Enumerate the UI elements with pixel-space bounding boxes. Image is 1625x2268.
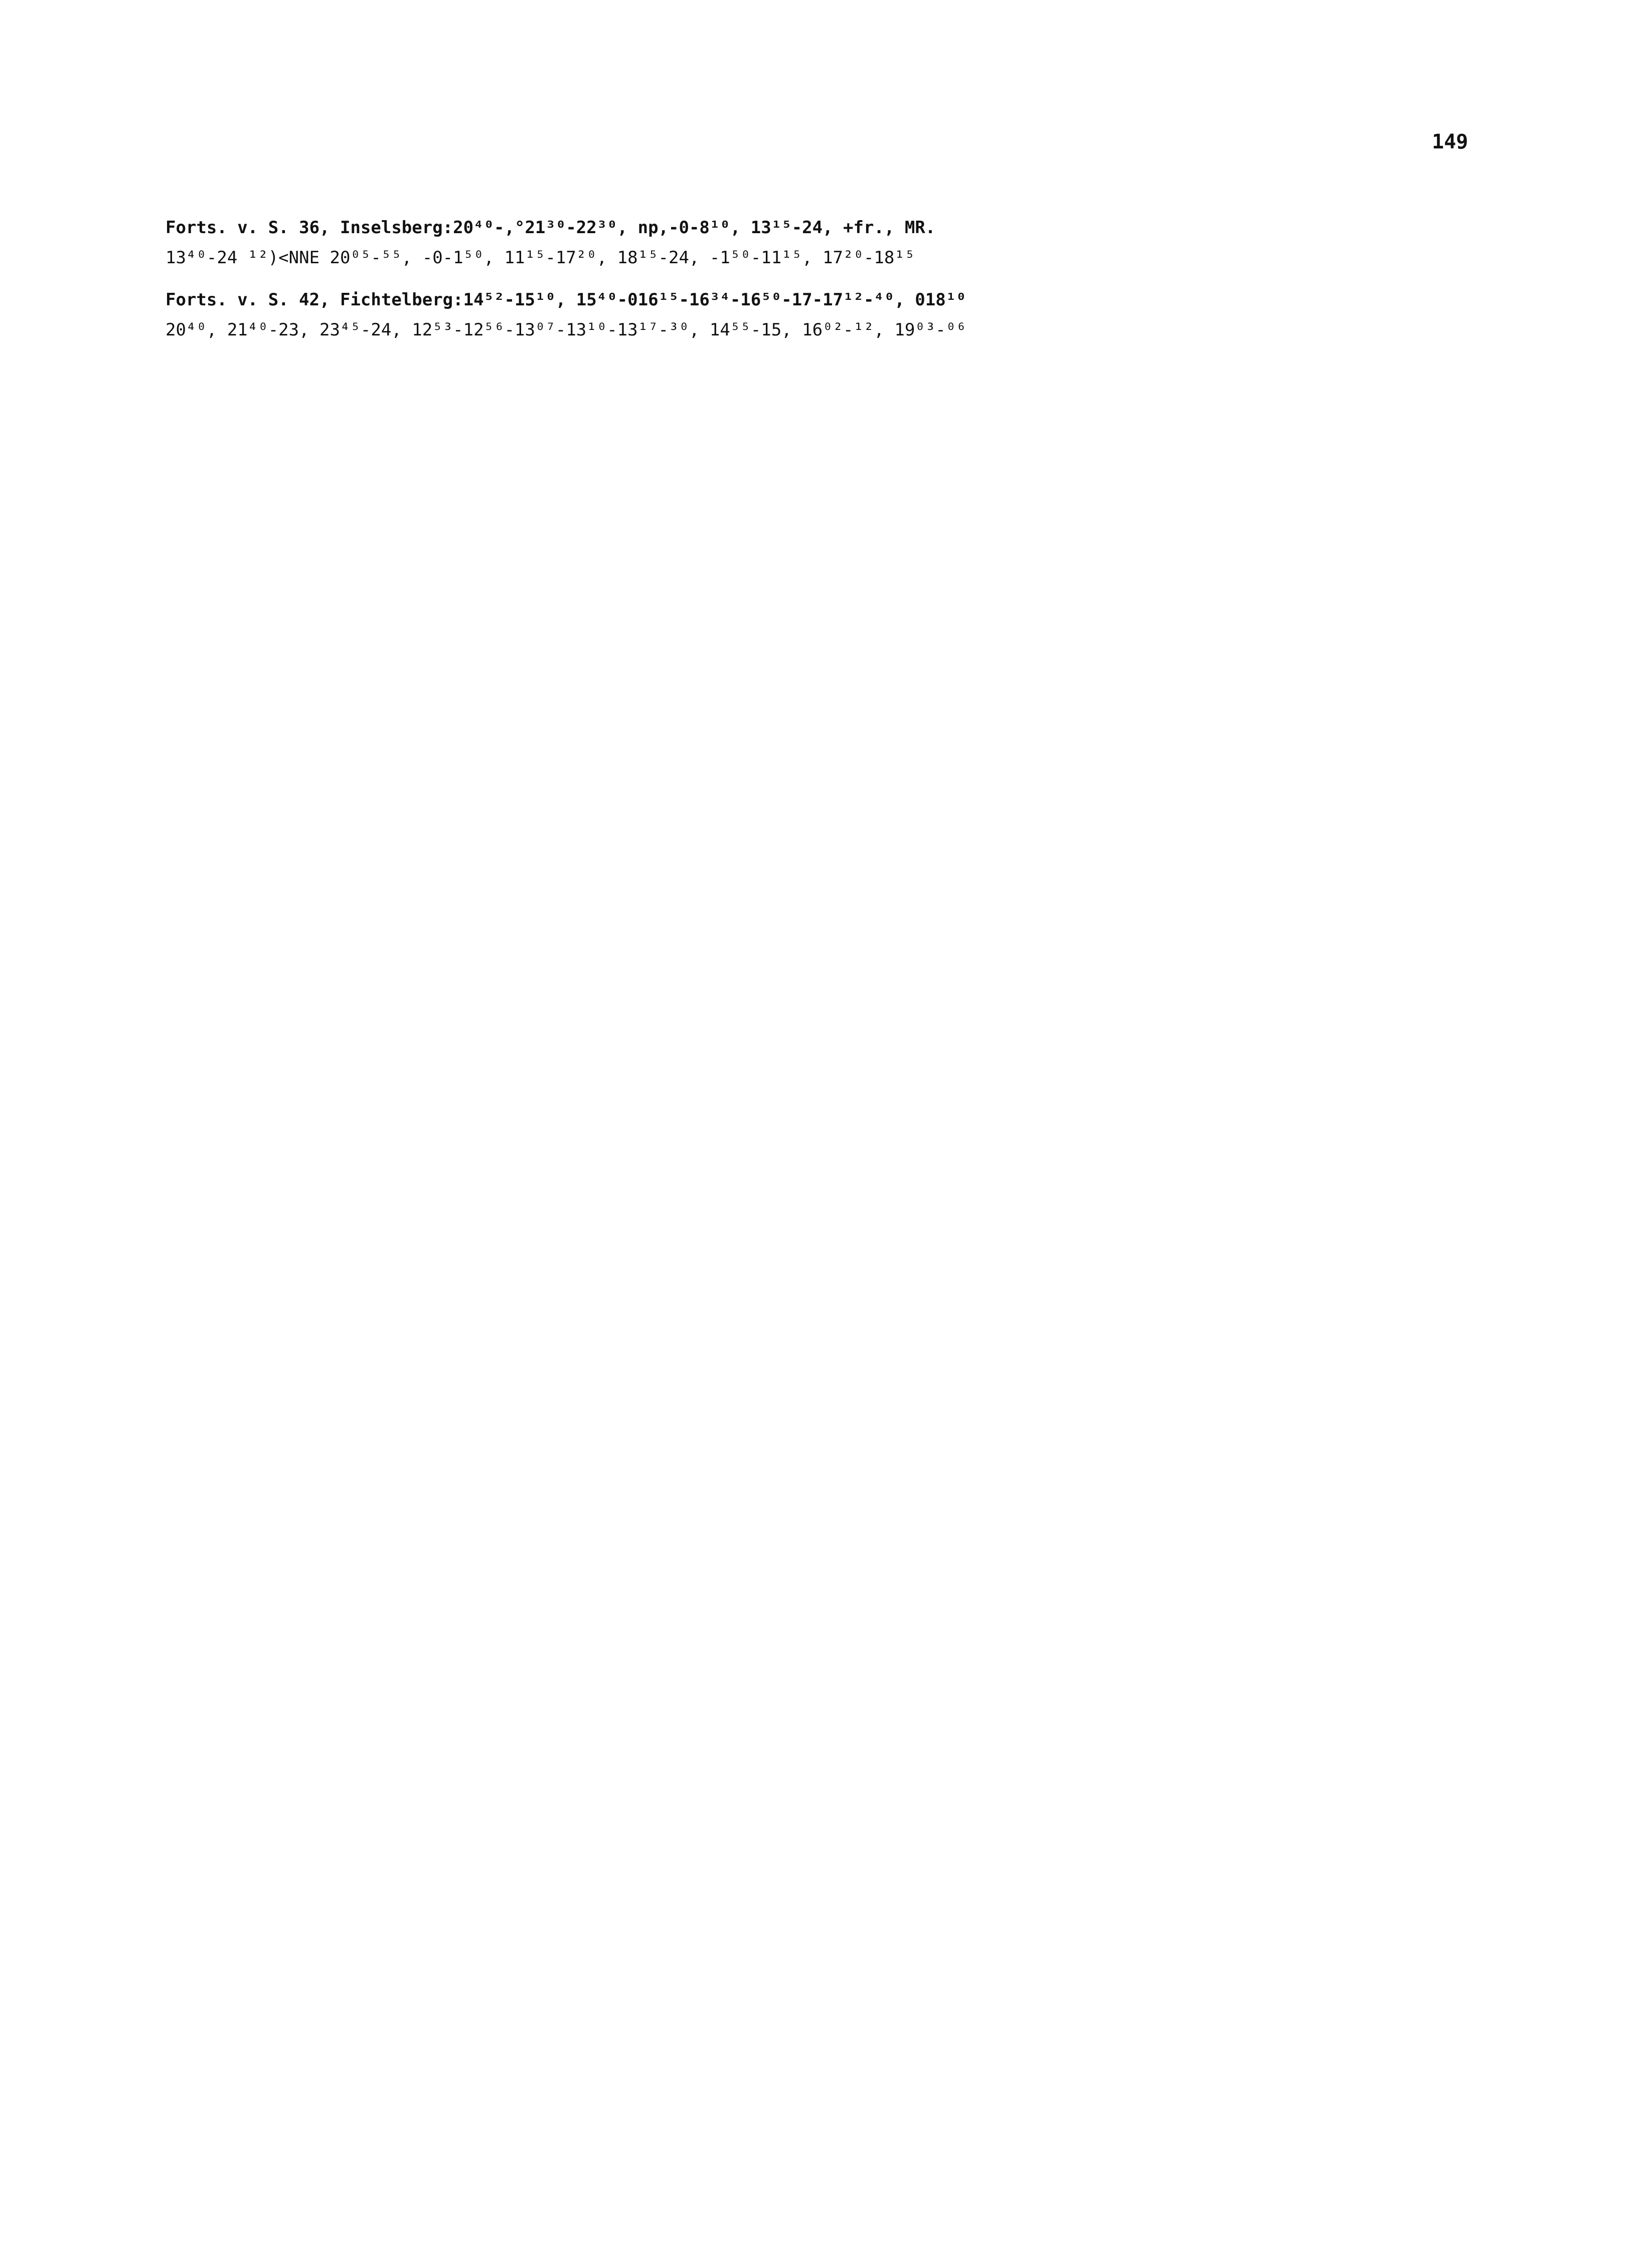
text-line: Forts. v. S. 42, Fichtelberg:14⁵²-15¹⁰, 15⁴⁰-016¹⁵-16³⁴-16⁵⁰-17-17¹²-⁴⁰, 018¹⁰ [166,290,966,310]
text-line: 20⁴⁰, 21⁴⁰-23, 23⁴⁵-24, 12⁵³-12⁵⁶-13⁰⁷-13¹⁰-13¹⁷-³⁰, 14⁵⁵-15, 16⁰²-¹², 19⁰³-⁰⁶ [166,320,966,340]
text-body [166,201,1459,345]
page-number: 149 [1432,130,1469,153]
continued-section [166,213,1459,273]
continued-section [166,285,1459,345]
text-line: Forts. v. S. 36, Inselsberg:20⁴⁰-,°21³⁰-22³⁰, np,-0-8¹⁰, 13¹⁵-24, +fr., MR. [166,218,936,238]
text-line: 13⁴⁰-24 ¹²)<NNE 20⁰⁵-⁵⁵, -0-1⁵⁰, 11¹⁵-17²⁰, 18¹⁵-24, -1⁵⁰-11¹⁵, 17²⁰-18¹⁵ [166,248,915,268]
